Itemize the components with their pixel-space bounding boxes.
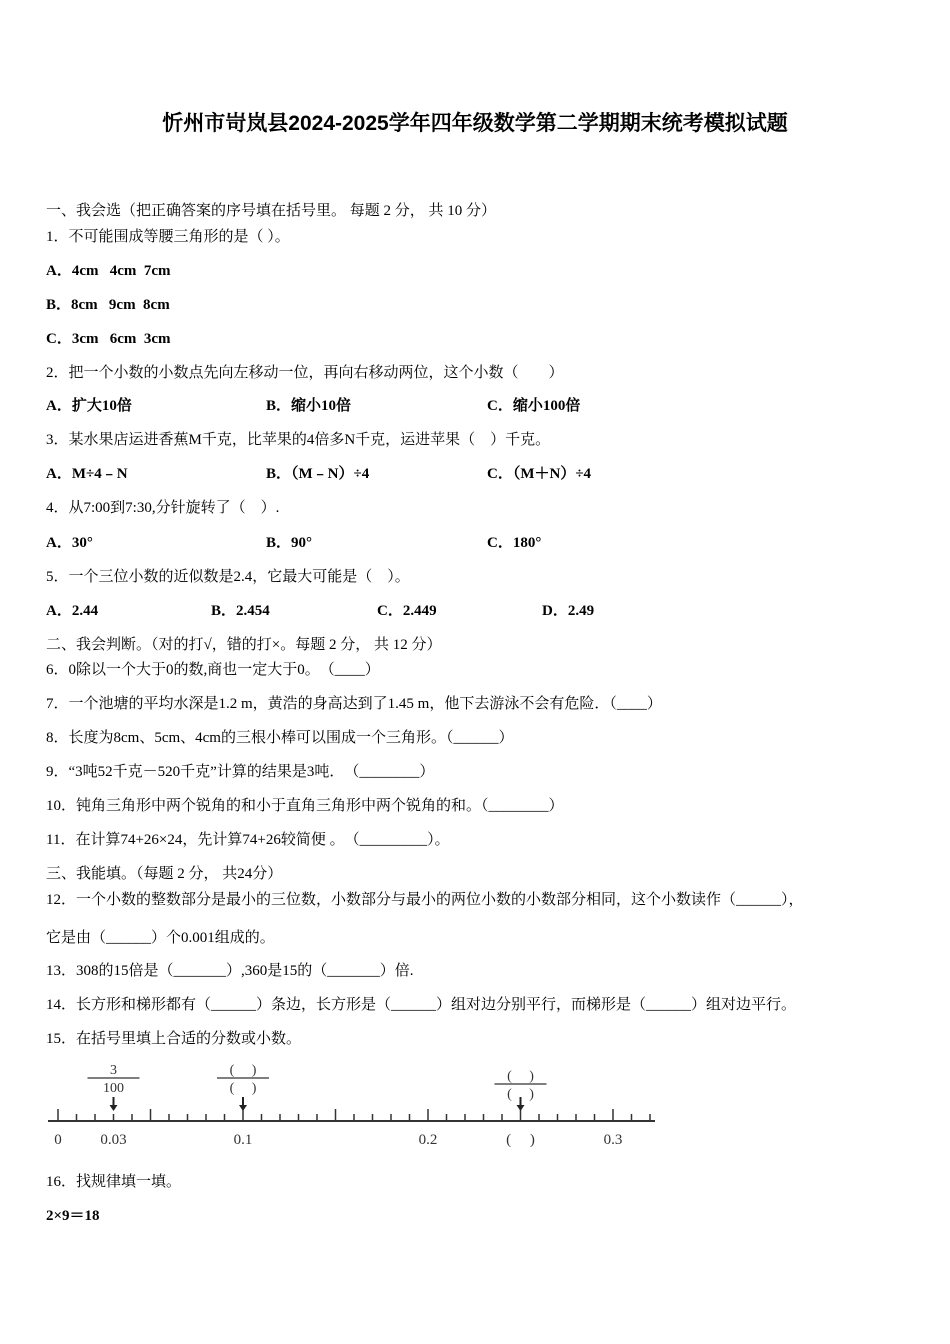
tick-label: ( )	[506, 1132, 535, 1148]
page-title: 忻州市岢岚县2024-2025学年四年级数学第二学期期末统考模拟试题	[162, 112, 788, 135]
answer-option: A．扩大10倍	[46, 398, 132, 414]
answer-option: B．2.454	[211, 603, 270, 619]
fraction-numerator: ( )	[507, 1069, 534, 1084]
question-line: 4．从7:00到7:30,分针旋转了（ ）.	[46, 500, 280, 516]
fraction-denominator: ( )	[229, 1081, 257, 1096]
answer-option: C．180°	[487, 535, 542, 551]
tick-label: 0.1	[233, 1132, 253, 1148]
question-line: 11．在计算74+26×24，先计算74+26较简便 。 （_________）。	[46, 832, 450, 848]
fraction-numerator: 3	[110, 1063, 117, 1078]
tick-label: 0.2	[418, 1132, 438, 1148]
answer-option: A．M÷4﹣N	[46, 466, 128, 482]
arrow-icon	[110, 1105, 118, 1111]
question-line: 7．一个池塘的平均水深是1.2 m，黄浩的身高达到了1.45 m，他下去游泳不会有危险．（____）	[46, 696, 662, 712]
question-line: 它是由（______）个0.001组成的。	[46, 930, 275, 946]
question-line: 一、我会选（把正确答案的序号填在括号里。 每题 2 分， 共 10 分）	[46, 203, 497, 219]
number-line-figure	[40, 1060, 670, 1160]
tick-label: 0	[54, 1132, 62, 1148]
arrow-icon	[239, 1105, 247, 1111]
question-line: 15．在括号里填上合适的分数或小数。	[46, 1031, 302, 1047]
answer-option: A．2.44	[46, 603, 99, 619]
question-line: 13．308的15倍是（_______）,360是15的（_______）倍.	[46, 963, 414, 979]
answer-option: 2×9＝18	[46, 1208, 100, 1224]
answer-option: B．8cm 9cm 8cm	[46, 297, 170, 313]
question-line: 3．某水果店运进香蕉M千克，比苹果的4倍多N千克，运进苹果（ ）千克。	[46, 432, 551, 448]
answer-option: A．4cm 4cm 7cm	[46, 263, 171, 279]
fraction-denominator: ( )	[507, 1087, 534, 1102]
answer-option: B．90°	[266, 535, 313, 551]
fraction-denominator: 100	[103, 1081, 124, 1096]
answer-option: B．缩小10倍	[266, 398, 352, 414]
question-line: 2．把一个小数的小数点先向左移动一位，再向右移动两位，这个小数（ ）	[46, 365, 564, 381]
answer-option: A．30°	[46, 535, 93, 551]
question-line: 12．一个小数的整数部分是最小的三位数，小数部分与最小的两位小数的小数部分相同，这个小数读作（______），	[46, 892, 804, 908]
arrow-icon	[517, 1105, 525, 1111]
answer-option: C．2.449	[377, 603, 437, 619]
answer-option: B．（M﹣N）÷4	[266, 466, 370, 482]
question-line: 14．长方形和梯形都有（______）条边，长方形是（______）组对边分别平行，而梯形是（______）组对边平行。	[46, 997, 797, 1013]
answer-option: C．（M＋N）÷4	[487, 466, 592, 482]
question-line: 5．一个三位小数的近似数是2.4，它最大可能是（ ）。	[46, 569, 410, 585]
question-line: 6．0除以一个大于0的数,商也一定大于0。 （____）	[46, 662, 380, 678]
tick-label: 0.3	[603, 1132, 623, 1148]
question-line: 三、我能填。（每题 2 分， 共24分）	[46, 866, 283, 882]
tick-label: 0.03	[100, 1132, 127, 1148]
question-line: 9．“3吨52千克－520千克”计算的结果是3吨． （________）	[46, 764, 435, 780]
question-line: 1．不可能围成等腰三角形的是（ ）。	[46, 229, 290, 245]
answer-option: C．3cm 6cm 3cm	[46, 331, 171, 347]
answer-option: D．2.49	[542, 603, 595, 619]
question-line: 16．找规律填一填。	[46, 1174, 182, 1190]
question-line: 8．长度为8cm、5cm、4cm的三根小棒可以围成一个三角形。（______）	[46, 730, 514, 746]
fraction-numerator: ( )	[229, 1063, 257, 1078]
question-line: 二、我会判断。（对的打√，错的打×。每题 2 分， 共 12 分）	[46, 637, 442, 653]
question-line: 10．钝角三角形中两个锐角的和小于直角三角形中两个锐角的和。（________）	[46, 798, 564, 814]
answer-option: C．缩小100倍	[487, 398, 581, 414]
